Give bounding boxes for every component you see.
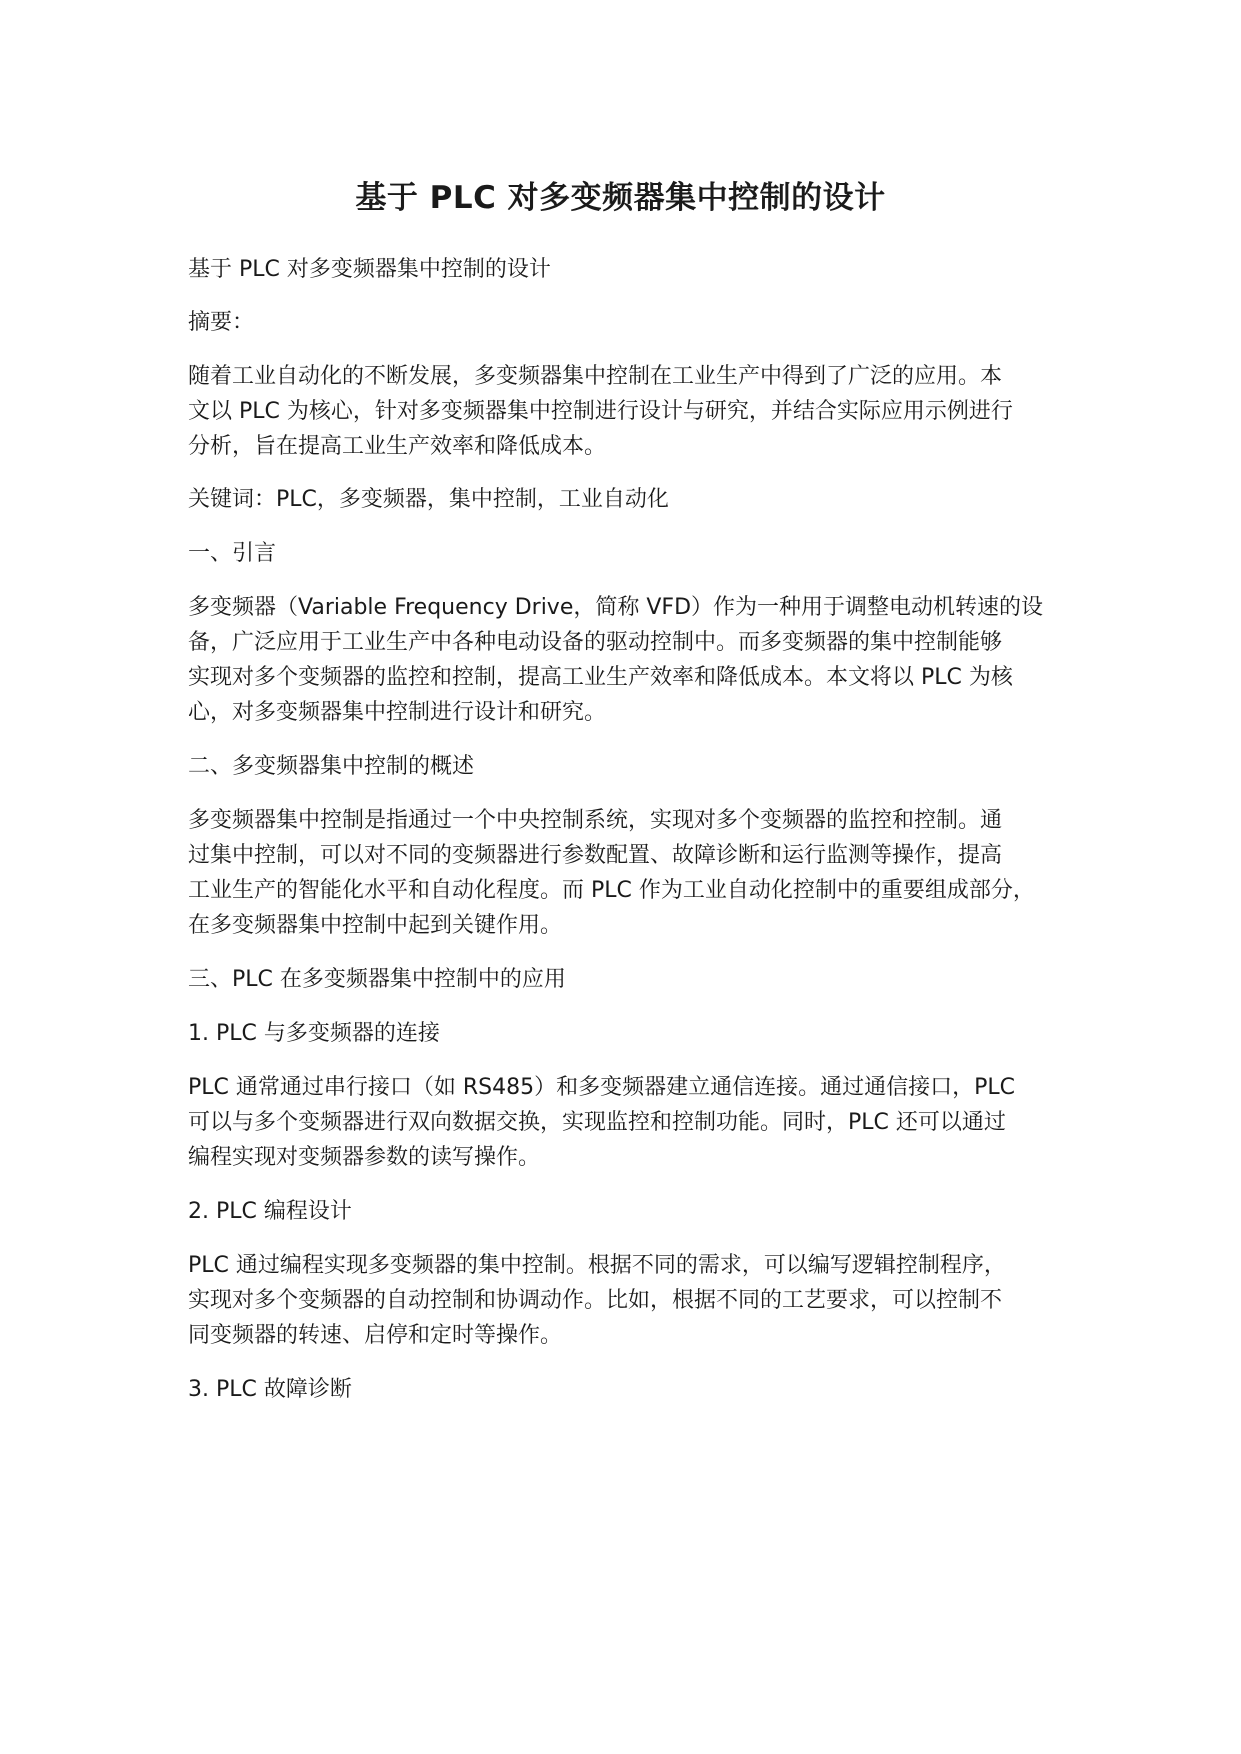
overview-line: 过集中控制，可以对不同的变频器进行参数配置、故障诊断和运行监测等操作，提高 <box>188 843 1003 868</box>
section-heading-3: 三、PLC 在多变频器集中控制中的应用 <box>188 967 566 992</box>
intro-line: 备，广泛应用于工业生产中各种电动设备的驱动控制中。而多变频器的集中控制能够 <box>188 630 1003 655</box>
connection-line: PLC 通常通过串行接口（如 RS485）和多变频器建立通信连接。通过通信接口，PLC <box>188 1075 1016 1100</box>
overview-line: 在多变频器集中控制中起到关键作用。 <box>188 913 563 938</box>
subsection-heading-3: 3. PLC 故障诊断 <box>188 1377 352 1402</box>
document-title: 基于 PLC 对多变频器集中控制的设计 <box>355 180 886 216</box>
subsection-heading-2: 2. PLC 编程设计 <box>188 1199 352 1224</box>
abstract-line: 文以 PLC 为核心，针对多变频器集中控制进行设计与研究，并结合实际应用示例进行 <box>188 399 1013 424</box>
subsection-heading-1: 1. PLC 与多变频器的连接 <box>188 1021 440 1046</box>
section-heading-2: 二、多变频器集中控制的概述 <box>188 754 475 779</box>
overview-line: 工业生产的智能化水平和自动化程度。而 PLC 作为工业自动化控制中的重要组成部分， <box>188 878 1035 903</box>
intro-line: 实现对多个变频器的监控和控制，提高工业生产效率和降低成本。本文将以 PLC 为核 <box>188 665 1013 690</box>
programming-line: 同变频器的转速、启停和定时等操作。 <box>188 1323 563 1348</box>
intro-line: 心，对多变频器集中控制进行设计和研究。 <box>188 700 607 725</box>
keywords-line: 关键词：PLC，多变频器，集中控制，工业自动化 <box>188 487 669 512</box>
connection-line: 可以与多个变频器进行双向数据交换，实现监控和控制功能。同时，PLC 还可以通过 <box>188 1110 1006 1135</box>
overview-line: 多变频器集中控制是指通过一个中央控制系统，实现对多个变频器的监控和控制。通 <box>188 808 1003 833</box>
programming-line: PLC 通过编程实现多变频器的集中控制。根据不同的需求，可以编写逻辑控制程序， <box>188 1253 1006 1278</box>
section-heading-1: 一、引言 <box>188 541 277 566</box>
connection-line: 编程实现对变频器参数的读写操作。 <box>188 1145 541 1170</box>
intro-line: 多变频器（Variable Frequency Drive，简称 VFD）作为一种用于调整电动机转速的设 <box>188 595 1044 620</box>
abstract-heading: 摘要： <box>188 310 255 335</box>
programming-line: 实现对多个变频器的自动控制和协调动作。比如，根据不同的工艺要求，可以控制不 <box>188 1288 1003 1313</box>
abstract-line: 随着工业自动化的不断发展，多变频器集中控制在工业生产中得到了广泛的应用。本 <box>188 364 1003 389</box>
abstract-line: 分析，旨在提高工业生产效率和降低成本。 <box>188 434 607 459</box>
subtitle-line: 基于 PLC 对多变频器集中控制的设计 <box>188 257 551 282</box>
